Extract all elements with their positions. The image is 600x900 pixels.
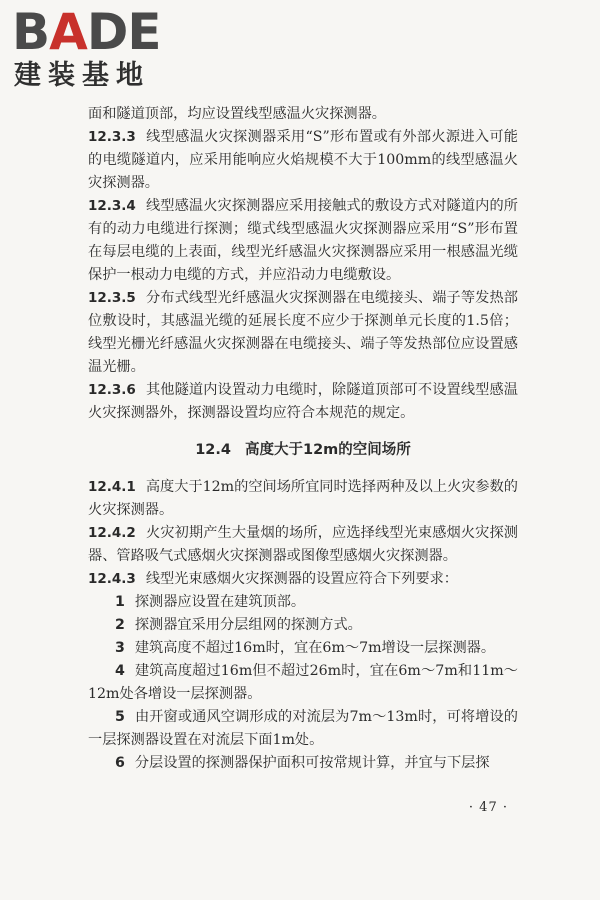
item-text: 建筑高度超过16m但不超过26m时，宜在6m～7m和11m～12m处各增设一层探测器。: [88, 663, 518, 702]
item-number: 3: [114, 640, 125, 656]
clause-text: 火灾初期产生大量烟的场所，应选择线型光束感烟火灾探测器、管路吸气式感烟火灾探测器或图像型感烟火灾探测器。: [88, 525, 518, 564]
clause-text: 线型感温火灾探测器采用“S”形布置或有外部火源进入可能的电缆隧道内，应采用能响应火焰规模不大于100mm的线型感温火灾探测器。: [88, 129, 518, 191]
section-heading: [88, 439, 518, 462]
item-number: 2: [114, 617, 125, 633]
clause-text: 线型感温火灾探测器应采用接触式的敷设方式对隧道内的所有的动力电缆进行探测；缆式线型感温火灾探测器应采用“S”形布置在每层电缆的上表面，线型光纤感温火灾探测器应采用一根感温光缆保护一根动力电缆的方式，并应沿动力电缆敷设。: [88, 198, 518, 283]
page-number: · 47 ·: [468, 800, 508, 815]
list-item: [88, 752, 518, 775]
clause-text: 线型光束感烟火灾探测器的设置应符合下列要求：: [145, 571, 458, 587]
clause-number: 12.3.3: [88, 129, 136, 145]
clause-12-3-4: [88, 195, 518, 287]
clause-number: 12.4.1: [88, 479, 136, 495]
clause-number: 12.3.4: [88, 198, 136, 214]
list-item: [88, 591, 518, 614]
list-item: [88, 637, 518, 660]
item-text: 分层设置的探测器保护面积可按常规计算，并宜与下层探: [134, 755, 490, 771]
item-text: 探测器应设置在建筑顶部。: [134, 594, 306, 610]
clause-12-3-6: [88, 379, 518, 425]
clause-12-4-1: [88, 476, 518, 522]
item-text: 由开窗或通风空调形成的对流层为7m～13m时，可将增设的一层探测器设置在对流层下面1m处。: [88, 709, 518, 748]
list-item: [88, 614, 518, 637]
bade-logo: [8, 4, 178, 96]
document-body: [88, 103, 518, 775]
section-title: 高度大于12m的空间场所: [244, 442, 411, 458]
section-number: 12.4: [195, 442, 231, 458]
list-item: [88, 660, 518, 706]
clause-text: 分布式线型光纤感温火灾探测器在电缆接头、端子等发热部位敷设时，其感温光缆的延展长度不应少于探测单元长度的1.5倍；线型光栅光纤感温火灾探测器在电缆接头、端子等发热部位应设置感温光栅。: [88, 290, 518, 375]
clause-12-4-2: [88, 522, 518, 568]
clause-text: 其他隧道内设置动力电缆时，除隧道顶部可不设置线型感温火灾探测器外，探测器设置均应符合本规范的规定。: [88, 382, 518, 421]
item-text: 探测器宜采用分层组网的探测方式。: [134, 617, 362, 633]
clause-number: 12.4.3: [88, 571, 136, 587]
clause-number: 12.4.2: [88, 525, 136, 541]
logo-subtitle: 建装基地: [14, 60, 150, 91]
item-text: 建筑高度不超过16m时，宜在6m～7m增设一层探测器。: [134, 640, 496, 656]
clause-12-4-3: [88, 568, 518, 591]
clause-12-3-5: [88, 287, 518, 379]
item-number: 1: [114, 594, 125, 610]
logo-wordmark: BADE: [12, 3, 161, 61]
item-number: 4: [114, 663, 125, 679]
clause-number: 12.3.5: [88, 290, 136, 306]
item-number: 5: [114, 709, 125, 725]
clause-text: 高度大于12m的空间场所宜同时选择两种及以上火灾参数的火灾探测器。: [88, 479, 518, 518]
list-item: [88, 706, 518, 752]
paragraph-continuation: 面和隧道顶部，均应设置线型感温火灾探测器。: [88, 106, 386, 122]
clause-number: 12.3.6: [88, 382, 136, 398]
item-number: 6: [114, 755, 125, 771]
clause-12-3-3: [88, 126, 518, 195]
